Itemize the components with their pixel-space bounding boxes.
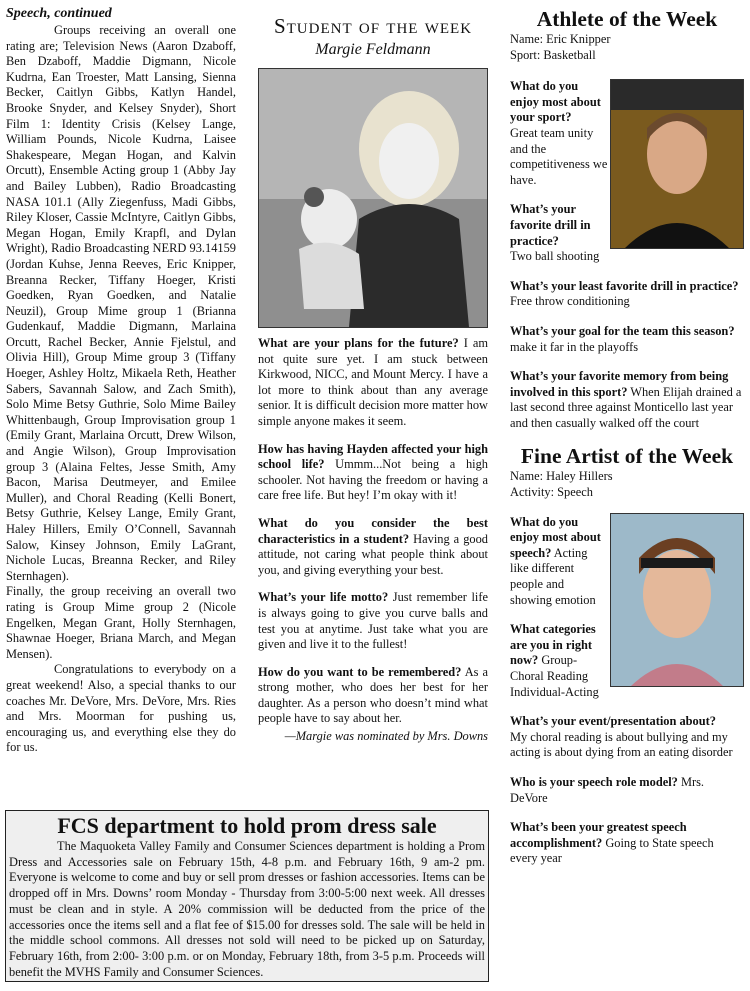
answer: Acting like different people and showing emotion xyxy=(510,545,596,607)
athlete-qa-3 xyxy=(510,279,744,310)
answer: I am not quite sure yet. I am stuck between Kirkwood, NICC, and Mount Mercy. I have a lot more to think about than any average senior. It is difficult decision more matter how simple anyone makes it seem. xyxy=(258,336,488,428)
artist-photo xyxy=(610,513,744,687)
student-qa-4 xyxy=(258,590,488,652)
running-head: Speech, continued xyxy=(6,6,112,21)
question: What’s your life motto? xyxy=(258,590,389,605)
answer: Ummm...Not being a high schooler. Not having the freedom or having a care free life. But hey! I’m okay with it! xyxy=(258,457,489,503)
answer: Going to State speech every year xyxy=(510,835,714,866)
answer: make it far in the playoffs xyxy=(510,339,639,354)
athlete-photo xyxy=(610,79,744,249)
question: How do you want to be remembered? xyxy=(258,664,462,679)
question: What do you enjoy most about speech? xyxy=(510,514,601,560)
athlete-qa-5 xyxy=(510,369,744,431)
answer: As a strong mother, who does her best for her daughter. As a person who doesn’t mind what people have to say about her. xyxy=(258,664,488,726)
athlete-qa-2 xyxy=(510,202,610,264)
student-name: Margie Feldmann xyxy=(315,41,431,58)
question: What’s your goal for the team this season? xyxy=(510,323,735,338)
question: What are your plans for the future? xyxy=(258,336,459,350)
answer: Great team unity and the competitiveness we have. xyxy=(510,125,608,187)
answer: My choral reading is about bullying and my acting is about dying from an eating disorder xyxy=(510,729,733,760)
athlete-name: Name: Eric Knipper xyxy=(510,32,611,46)
athlete-sport: Sport: Basketball xyxy=(510,47,596,62)
student-photo-illustration xyxy=(259,69,487,327)
artist-qa-3 xyxy=(510,714,744,761)
student-qa-3 xyxy=(258,516,488,578)
speech-paragraph: Finally, the group receiving an overall two rating is Group Mime group 2 (Nicole Engelken, Megan Grant, Holly Sternhagen, Shawnae Hoeger, Briana March, and Megan Mensen). xyxy=(6,584,236,661)
artist-heading: Fine Artist of the Week xyxy=(520,444,734,469)
question: What do you enjoy most about your sport? xyxy=(510,79,601,125)
athlete-heading: Athlete of the Week xyxy=(536,7,718,31)
artist-qa-2 xyxy=(510,622,608,700)
question: What’s been your greatest speech accomplishment? xyxy=(510,820,687,850)
fcs-article-box xyxy=(5,810,489,982)
student-qa-5 xyxy=(258,665,488,727)
question: What’s your event/presentation about? xyxy=(510,714,716,729)
speech-column xyxy=(6,6,236,756)
athlete-q1-wrap xyxy=(510,79,610,265)
question: What do you consider the best characteristics in a student? xyxy=(258,515,488,546)
speech-paragraph: Groups receiving an overall one rating are; Television News (Aaron Dzaboff, Ben Dzaboff, Maddie Digmann, Nicole Kudrna, Ean Troester, Matt Lansing, Sienna Becker, Caitlyn Gibbs, Katlyn Handel, Brooke Snyder, and Kelsey Snyder), Short Film 1: Identity Crisis (Kelsey Lange, William Pounds, Nicole Kudrna, Laisee Shakespeare, Megan Hogan, and Kalvin Orcutt), Ensemble Acting group 1 (Abby Jay and Bailey Lubben), Radio Broadcasting NASA 101.1 (Ally Ziegenfuss, Madi Gibbs, Riley Kloser, Cassie McIntyre, Caitlyn Gibbs, Megan Hogan, Emily Krapfl, and Dylan Wright), Radio Broadcasting NERD 93.14159 (Jordan Kuhse, Jenna Reeves, Eric Knipper, Breanna Recker, Tiffany Hoeger, Kristi Goedken, Ryan Goedken, and Natalie Neuzil), Group Mime group 1 (Brianna Gudenkauf, Maddie Digmann, Marlaina Orcutt, Rachel Becker, Annie Fjelstul, and Olivia Hill), Group Mime group 3 (Tiffany Hoeger, Ashley Holtz, Mikaela Reth, Heather Sabers, Savannah Salow, and Zach Smith), Solo Mime Betsy Guthrie, Solo Mime Bailey Whittenbaugh, Group Improvisation group 1 (Emily Grant, Marlaina Orcutt, Drew Wilson, and Angie Wilson), Group Improvisation group 3 (Alaina Feltes, Jesse Smith, Amy Bacon, Marisa Deutmeyer, and Emilee Muller), and Choral Reading (Kelli Bonert, Betsy Guthrie, Kelsey Lange, Emily Grant, Haley Hillers, Emily O’Connell, Savannah Salow, Kinsey Johnson, Emily LaGrant, Nichole Lucas, Breanna Recker, and Riley Sternhagen). xyxy=(6,23,236,583)
fcs-headline: FCS department to hold prom dress sale xyxy=(57,813,437,838)
athlete-qa-4 xyxy=(510,324,744,355)
question: Who is your speech role model? xyxy=(510,774,678,789)
artist-activity: Activity: Speech xyxy=(510,485,593,500)
artist-name: Name: Haley Hillers xyxy=(510,469,613,484)
question: What categories are you in right now? xyxy=(510,622,596,668)
answer: Two ball shooting xyxy=(510,249,600,264)
artist-qa-5 xyxy=(510,820,744,867)
student-heading: Student of the week xyxy=(273,14,473,38)
question: What’s your favorite memory from being involved in this sport? xyxy=(510,369,729,399)
artist-q-wrap xyxy=(510,515,608,701)
answer: Having a good attitude, not caring what people think about you, and giving everything your best. xyxy=(258,531,488,577)
athlete-photo-illustration xyxy=(611,80,743,248)
athlete-qa-block xyxy=(510,79,744,265)
nomination-credit: —Margie was nominated by Mrs. Downs xyxy=(284,729,488,744)
student-qa-2 xyxy=(258,442,488,504)
artist-qa-4 xyxy=(510,775,744,806)
student-photo xyxy=(258,68,488,328)
artist-photo-illustration xyxy=(611,514,743,686)
athlete-artist-column xyxy=(510,6,744,881)
answer: Mrs. DeVore xyxy=(510,774,705,805)
fcs-body: The Maquoketa Valley Family and Consumer Sciences department is holding a Prom Dress and Accessories sale on February 15th, 4-8 p.m. and February 16th, 9 am-2 pm. Everyone is welcome to come and buy or sell prom dresses or fashion accessories. Items can be dropped off in Mrs. Downs’ room Monday - Thursday from 3:00-5:00 next week. All dresses must be clean and in style. A 20% commission will be deducted from the price of the accessories once the items sell and a flat fee of $15.00 for dresses sold. The sale will be held in the middle school commons. All dresses not sold will need to be picked up on Saturday, February 16th, from 2:00- 3:00 p.m. or on Monday, February 18th, from 3-5 p.m. Proceeds will benefit the MVHS Family and Consumer Sciences. xyxy=(9,839,485,979)
question: How has having Hayden affected your high school life? xyxy=(258,441,488,472)
answer: Just remember life is always going to give you curve balls and test you at anytime. Just take what you are given and live it to the fullest! xyxy=(258,590,488,652)
question: What’s your least favorite drill in practice? xyxy=(510,278,739,293)
athlete-qa-1 xyxy=(510,79,610,188)
student-qa-1 xyxy=(258,336,488,430)
question: What’s your favorite drill in practice? xyxy=(510,202,591,248)
answer: Group-Choral Reading Individual-Acting xyxy=(510,653,599,699)
answer: Free throw conditioning xyxy=(510,294,630,309)
speech-paragraph: Congratulations to everybody on a great weekend! Also, a special thanks to our coaches Mr. DeVore, Mrs. DeVore, Mrs. Ries and Mrs. Moorman for pushing us, encouraging us, and everything else they do for us. xyxy=(6,662,236,755)
student-of-week-column xyxy=(258,14,488,744)
artist-qa-block xyxy=(510,515,744,701)
answer: When Elijah drained a last second three against Monticello last year and then casually walked off the court xyxy=(510,384,742,430)
artist-qa-1 xyxy=(510,515,608,609)
